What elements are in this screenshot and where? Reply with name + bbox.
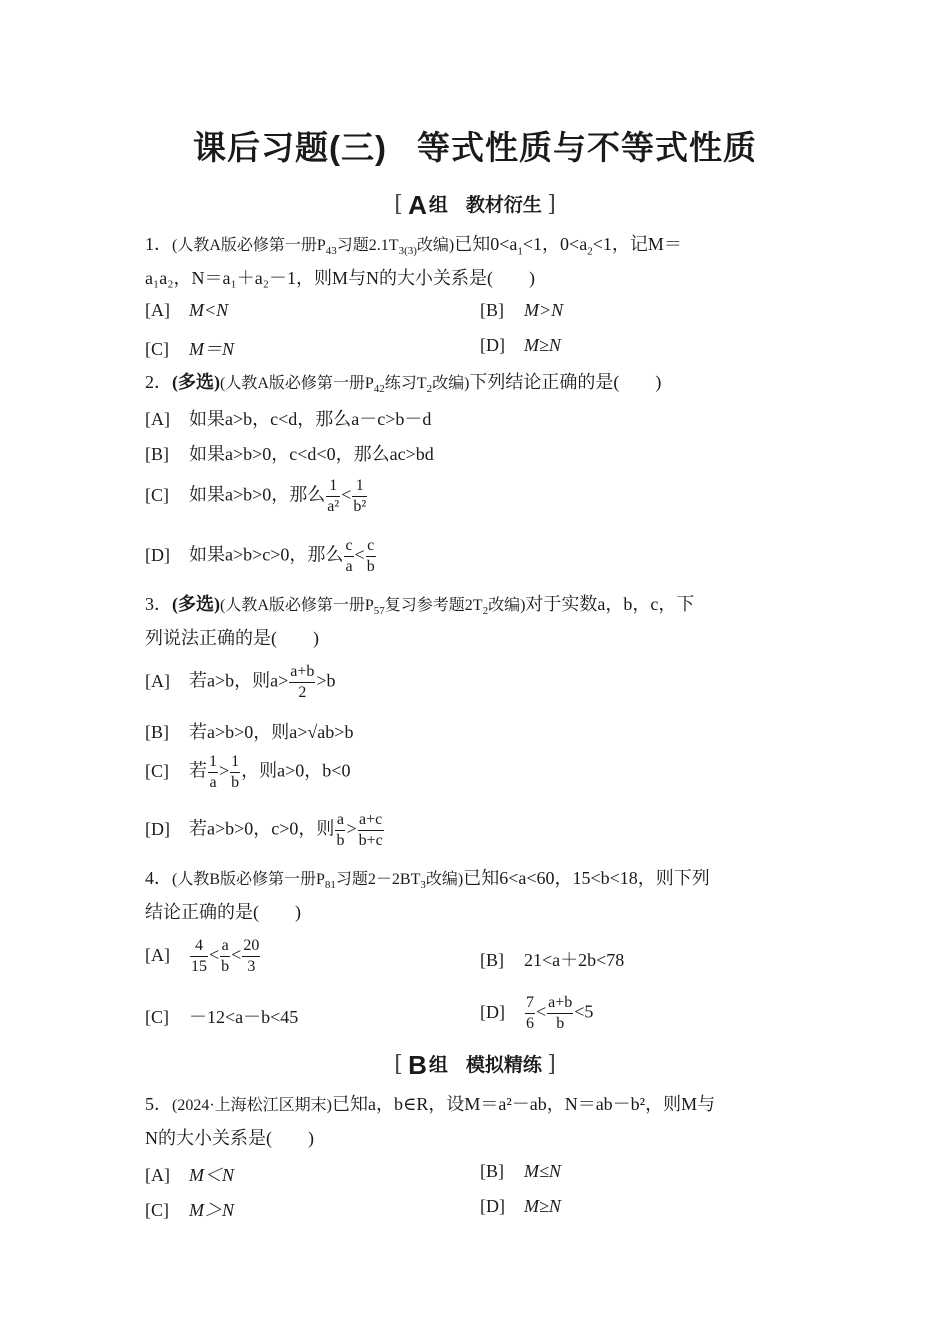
question-5-line1: 5．(2024·上海松江区期末)已知a，b∈R，设M＝a²－ab，N＝ab－b²，则M与 (145, 1094, 716, 1114)
q5-option-c[interactable]: [C] M＞N (145, 1200, 234, 1220)
q1-option-a[interactable]: [A] M<N (145, 300, 229, 320)
q1-option-b[interactable]: [B] M>N (480, 300, 564, 320)
q3-option-d[interactable]: [D] 若a>b>0，c>0，则 $\frac{a}{b}$ > $\frac{a+c}{b+c}$ (145, 811, 383, 849)
group-b-name: 模拟精练 (465, 1055, 542, 1076)
question-4-line1: 4．(人教B版必修第一册$P_{81}$习题$2-2BT_3$改编)已知6<a<60，15<b<18，则下列 (145, 868, 710, 892)
q3-option-c[interactable]: [C] 若 $\frac{1}{a}$ > $\frac{1}{b}$ ，则a>0，b<0 (145, 753, 351, 791)
q2-option-a[interactable]: [A] 如果a>b，c<d，那么a－c>b－d (145, 409, 432, 429)
group-b-letter: B (408, 1050, 427, 1080)
question-5-line2: N的大小关系是( ) (145, 1128, 314, 1148)
group-a-name: 教材衍生 (465, 195, 542, 216)
q4-option-c[interactable]: [C] －12<a－b<45 (145, 1007, 299, 1027)
group-b-header: [ B 组 模拟精练 ] (394, 1050, 556, 1080)
q3-option-a[interactable]: [A] 若a>b，则a> $\frac{a+b}{2}$ >b (145, 663, 336, 701)
question-4-line2: 结论正确的是( ) (145, 902, 301, 922)
title-sub: 等式性质与不等式性质 (416, 129, 757, 166)
group-a-letter: A (408, 190, 427, 220)
q4-option-a[interactable]: [A] $\frac{4}{15}$ < $\frac{a}{b}$ < $\frac{20}{3}$ (145, 937, 260, 975)
q2-option-c[interactable]: [C] 如果a>b>0，那么 $\frac{1}{\text{a²}}$ < $\frac{1}{\text{b²}}$ (145, 477, 367, 515)
group-a-header: [ A 组 教材衍生 ] (394, 190, 556, 220)
question-1-line1: 1．(人教A版必修第一册$P_{43}$习题$2.1T_{3(3)}$改编)已知$0<a_1<1$，$0<a_2<1$，记M＝ (145, 234, 682, 258)
q5-option-a[interactable]: [A] M＜N (145, 1165, 234, 1185)
question-3-line1: 3．(多选)(人教A版必修第一册$P_{57}$复习参考题$2T_2$改编)对于实数a，b，c，下 (145, 594, 695, 618)
q5-option-d[interactable]: [D] M≥N (480, 1196, 561, 1216)
question-1-line2: a₁a₂，N＝a₁＋a₂－1，则M与N的大小关系是( ) (145, 268, 536, 288)
q2-option-b[interactable]: [B] 如果a>b>0，c<d<0，那么ac>bd (145, 444, 434, 464)
q4-option-d[interactable]: [D] $\frac{7}{6}$ < $\frac{a+b}{b}$ <5 (480, 994, 594, 1032)
q3-option-b[interactable]: [B] 若a>b>0，则a>√ab>b (145, 722, 354, 742)
q5-option-b[interactable]: [B] M≤N (480, 1161, 561, 1181)
question-2-line1: 2．(多选)(人教A版必修第一册$P_{42}$练习$T_2$改编)下列结论正确的是( ) (145, 372, 662, 396)
q1-option-c[interactable]: [C] M＝N (145, 339, 234, 359)
q4-option-b[interactable]: [B] 21<a＋2b<78 (480, 950, 625, 970)
question-3-line2: 列说法正确的是( ) (145, 628, 319, 648)
title-main: 课后习题(三) (193, 129, 387, 166)
q2-option-d[interactable]: [D] 如果a>b>c>0，那么 $\frac{c}{a}$ < $\frac{c}{b}$ (145, 537, 375, 575)
q1-option-d[interactable]: [D] M≥N (480, 335, 561, 355)
page-title (0, 122, 950, 169)
